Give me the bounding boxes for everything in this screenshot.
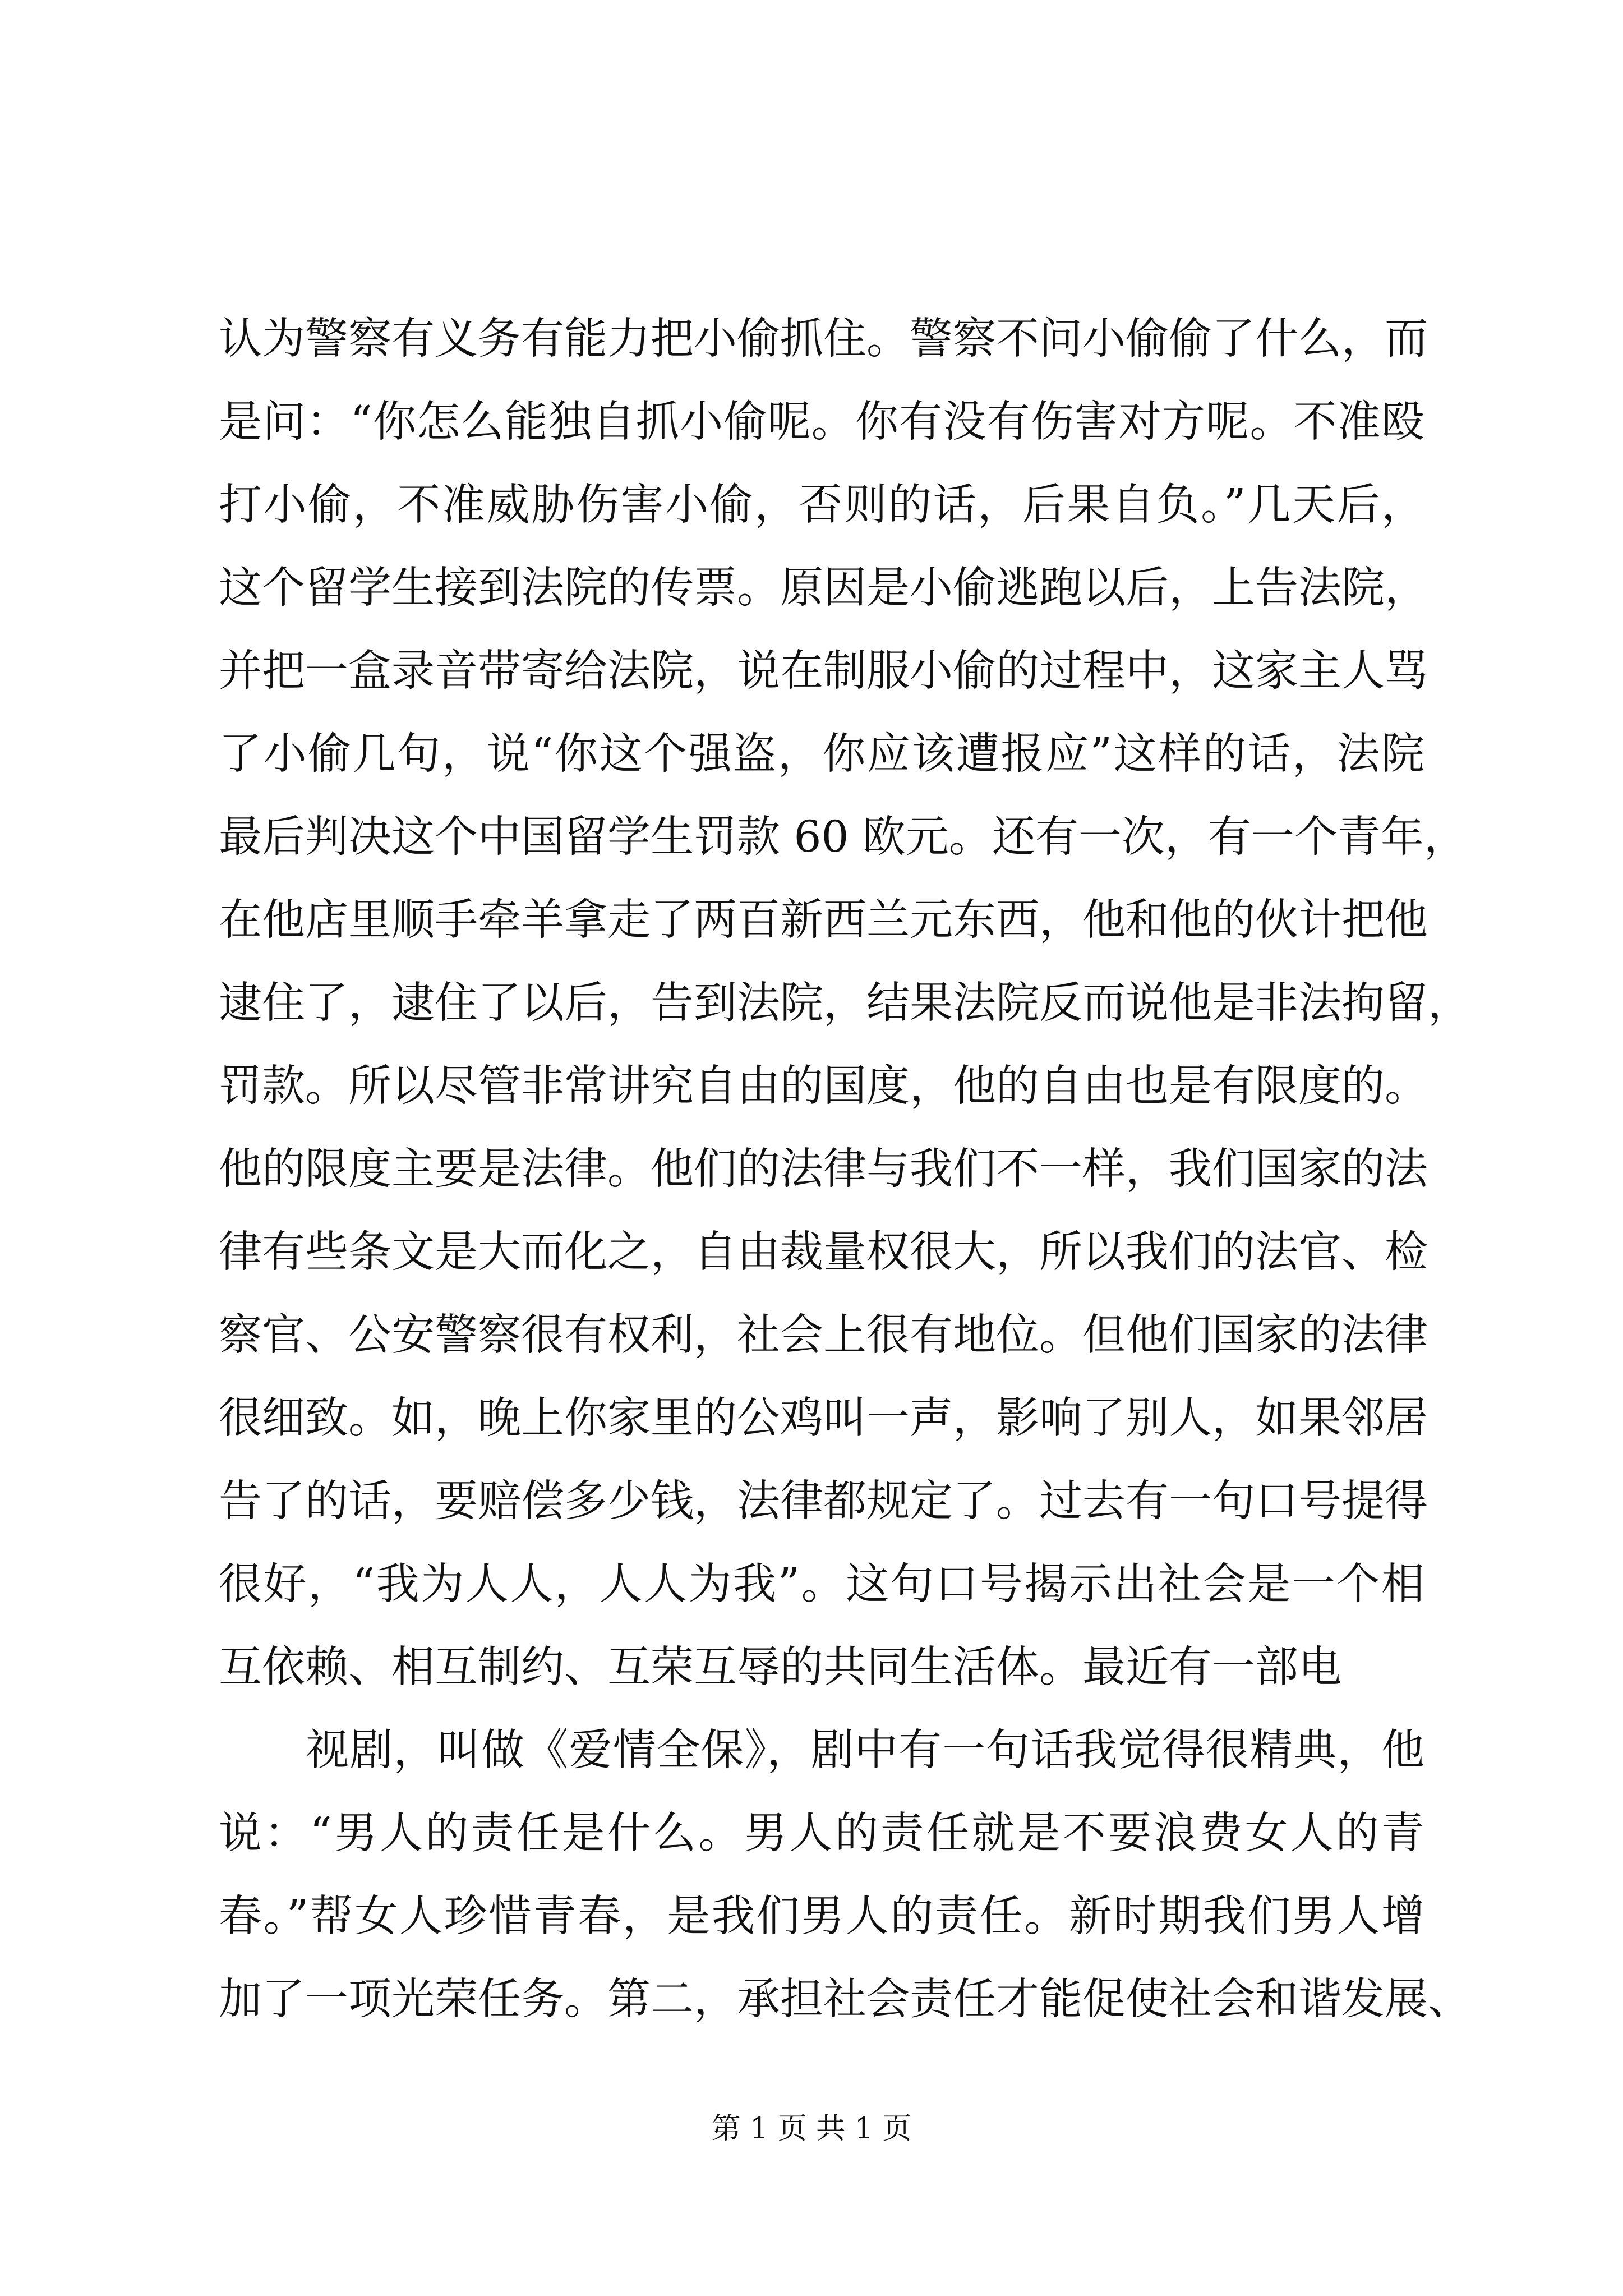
page-footer: 第 1 页 共 1 页 (711, 2112, 912, 2146)
text-line: 打小偷，不准威胁伤害小偷，否则的话，后果自负。”几天后， (219, 480, 1424, 530)
text-line: 律有些条文是大而化之，自由裁量权很大，所以我们的法官、检 (219, 1227, 1428, 1277)
text-line: 他的限度主要是法律。他们的法律与我们不一样，我们国家的法 (219, 1144, 1428, 1194)
text-line: 在他店里顺手牵羊拿走了两百新西兰元东西，他和他的伙计把他 (219, 895, 1428, 945)
text-line: 视剧，叫做《爱情全保》，剧中有一句话我觉得很精典，他 (306, 1726, 1424, 1775)
text-line: 并把一盒录音带寄给法院，说在制服小偷的过程中，这家主人骂 (219, 646, 1428, 696)
text-line: 察官、公安警察很有权利，社会上很有地位。但他们国家的法律 (219, 1310, 1428, 1360)
text-line: 最后判决这个中国留学生罚款 60 欧元。还有一次，有一个青年， (219, 812, 1467, 862)
text-line: 很好，“我为人人，人人为我”。这句口号揭示出社会是一个相 (219, 1559, 1424, 1609)
text-line: 互依赖、相互制约、互荣互辱的共同生活体。最近有一部电 (219, 1642, 1341, 1692)
text-line: 说：“男人的责任是什么。男人的责任就是不要浪费女人的青 (219, 1809, 1424, 1858)
text-line: 是问：“你怎么能独自抓小偷呢。你有没有伤害对方呢。不准殴 (219, 397, 1424, 447)
text-line: 告了的话，要赔偿多少钱，法律都规定了。过去有一句口号提得 (219, 1476, 1428, 1526)
text-line: 了小偷几句，说“你这个强盗，你应该遭报应”这样的话，法院 (219, 729, 1424, 779)
text-line: 加了一项光荣任务。第二，承担社会责任才能促使社会和谐发展、 (219, 1975, 1471, 2024)
text-line: 罚款。所以尽管非常讲究自由的国度，他的自由也是有限度的。 (219, 1061, 1428, 1111)
text-line: 很细致。如，晚上你家里的公鸡叫一声，影响了别人，如果邻居 (219, 1393, 1428, 1443)
text-line: 认为警察有义务有能力把小偷抓住。警察不问小偷偷了什么，而 (219, 314, 1428, 364)
text-line: 逮住了，逮住了以后，告到法院，结果法院反而说他是非法拘留， (219, 978, 1471, 1028)
text-line: 春。”帮女人珍惜青春，是我们男人的责任。新时期我们男人增 (219, 1892, 1424, 1941)
text-line: 这个留学生接到法院的传票。原因是小偷逃跑以后，上告法院， (219, 563, 1428, 613)
